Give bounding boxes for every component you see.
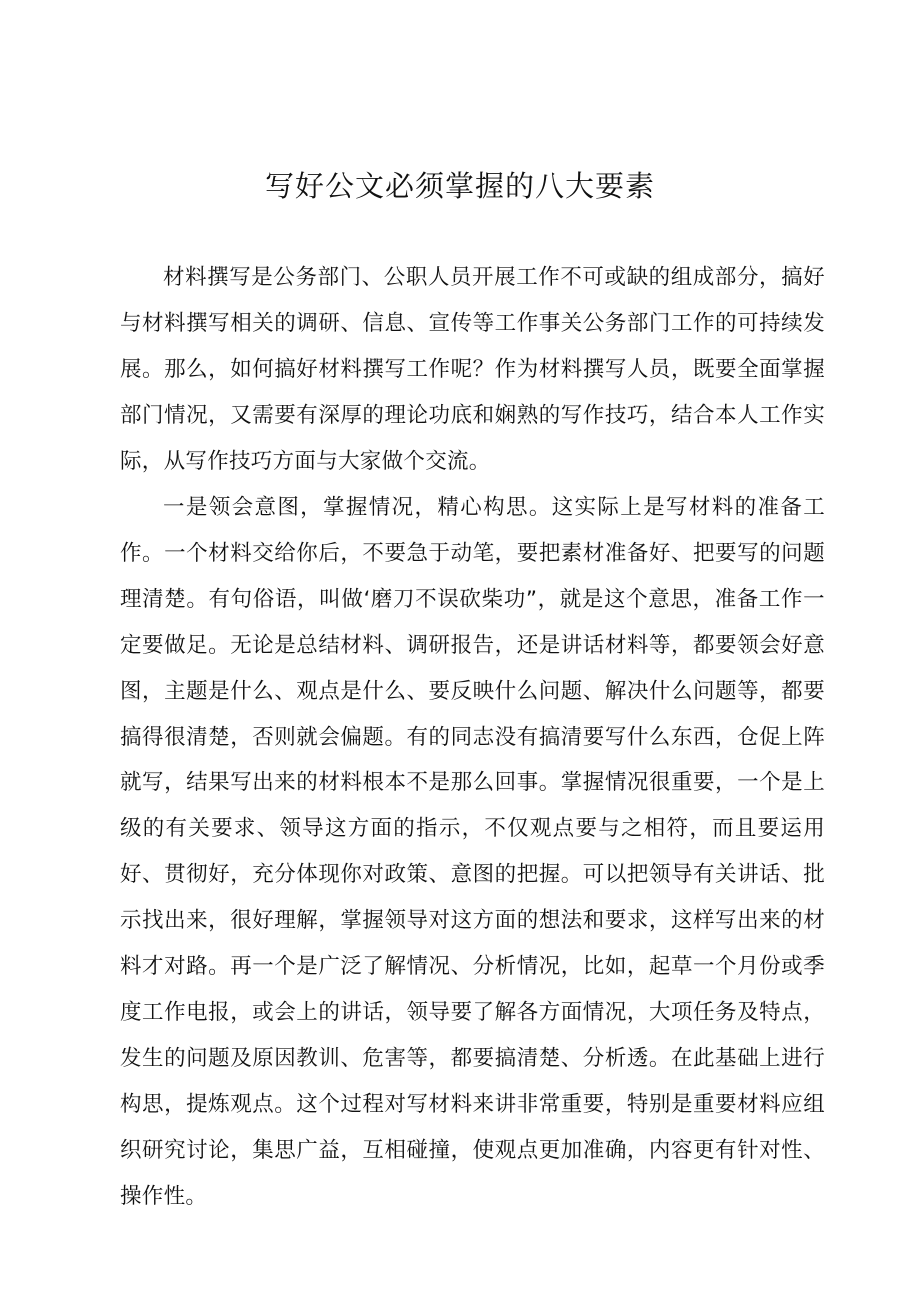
- document-title: 写好公文必须掌握的八大要素: [264, 169, 655, 203]
- paragraph-point-one: 一是领会意图，掌握情况，精心构思。这实际上是写材料的准备工作。一个材料交给你后，不要急于动笔，要把素材准备好、把要写的问题理清楚。有句俗语，叫做‘磨刀不误砍柴功”，就是这个意思，准备工作一定要做足。无论是总结材料、调研报告，还是讲话材料等，都要领会好意图，主题是什么、观点是什么、要反映什么问题、解决什么问题等，都要搞得很清楚，否则就会偏题。有的同志没有搞清要写什么东西，仓促上阵就写，结果写出来的材料根本不是那么回事。掌握情况很重要，一个是上级的有关要求、领导这方面的指示，不仅观点要与之相符，而且要运用好、贯彻好，充分体现你对政策、意图的把握。可以把领导有关讲话、批示找出来，很好理解，掌握领导对这方面的想法和要求，这样写出来的材料才对路。再一个是广泛了解情况、分析情况，比如，起草一个月份或季度工作电报，或会上的讲话，领导要了解各方面情况，大项任务及特点，发生的问题及原因教训、危害等，都要搞清楚、分析透。在此基础上进行构思，提炼观点。这个过程对写材料来讲非常重要，特别是重要材料应组织研究讨论，集思广益，互相碰撞，使观点更加准确，内容更有针对性、操作性。: [120, 495, 825, 1209]
- paragraph-intro: 材料撰写是公务部门、公职人员开展工作不可或缺的组成部分，搞好与材料撰写相关的调研、信息、宣传等工作事关公务部门工作的可持续发展。那么，如何搞好材料撰写工作呢？作为材料撰写人员，既要全面掌握部门情况，又需要有深厚的理论功底和娴熟的写作技巧，结合本人工作实际，从写作技巧方面与大家做个交流。: [120, 265, 825, 474]
